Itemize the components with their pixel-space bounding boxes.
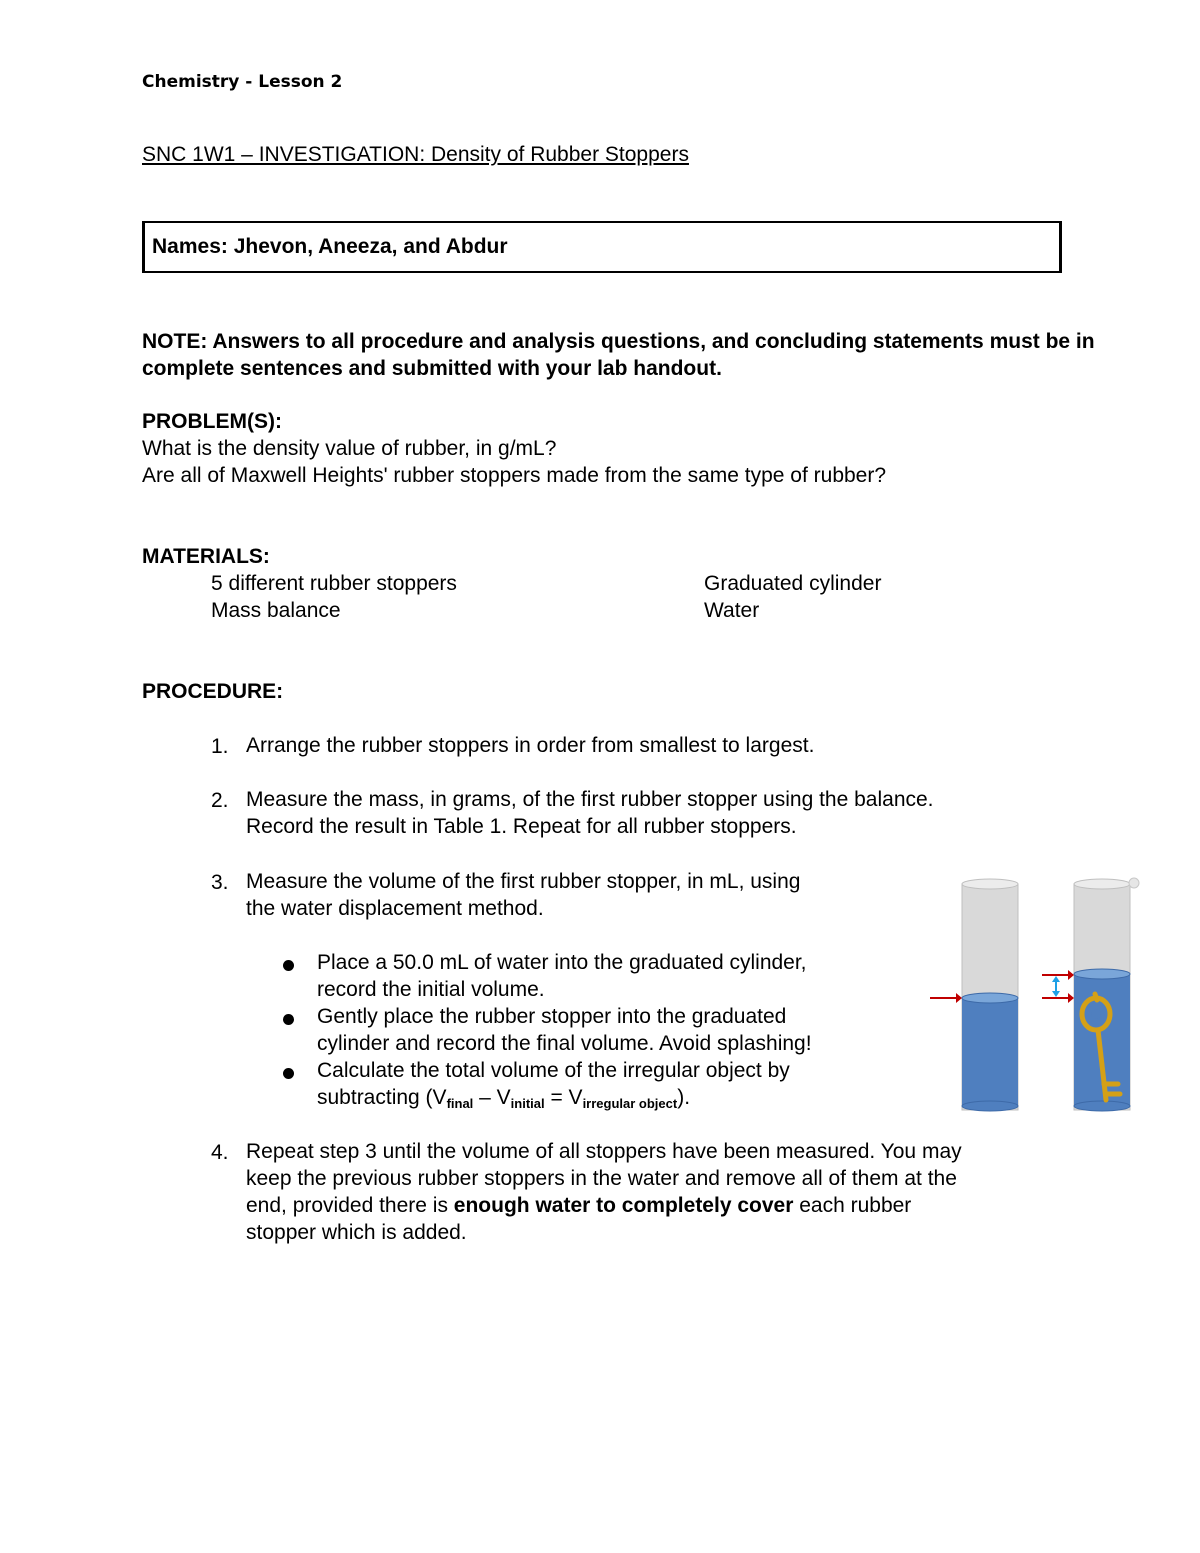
materials-heading: MATERIALS:: [142, 545, 270, 568]
bullet-line: record the initial volume.: [317, 978, 545, 1001]
arrow-icon: [930, 993, 962, 1003]
note-text: NOTE: Answers to all procedure and analysis questions, and concluding statements must be in complete sentences and submitted with your lab handout.: [142, 330, 1095, 380]
step-3-line: Measure the volume of the first rubber stopper, in mL, using: [246, 870, 801, 893]
material-item: Graduated cylinder: [704, 572, 882, 595]
bullet-line: Place a 50.0 mL of water into the graduated cylinder,: [317, 951, 807, 974]
step-number: 2.: [211, 789, 229, 812]
bullet-marker: [283, 1014, 294, 1025]
bullet-marker: [283, 960, 294, 971]
step-4-line: [246, 1192, 911, 1219]
formula-prefix: subtracting (V: [317, 1086, 447, 1109]
lesson-label: Chemistry - Lesson 2: [142, 72, 343, 92]
bullet-line: Calculate the total volume of the irregular object by: [317, 1059, 790, 1082]
material-item: Water: [704, 599, 760, 622]
problem-item: What is the density value of rubber, in g/mL?: [142, 437, 557, 460]
names-text: Names: Jhevon, Aneeza, and Abdur: [152, 235, 508, 258]
names-box: [142, 221, 1062, 273]
step-number: 3.: [211, 871, 229, 894]
formula-sub-initial: initial: [510, 1096, 545, 1111]
procedure-heading: PROCEDURE:: [142, 680, 284, 703]
bullet-line: cylinder and record the final volume. Avoid splashing!: [317, 1032, 812, 1055]
formula-line: [317, 1084, 690, 1117]
step-4-line: stopper which is added.: [246, 1221, 467, 1244]
bullet-marker: [283, 1068, 294, 1079]
problems-heading: PROBLEM(S):: [142, 410, 282, 433]
document-title: SNC 1W1 – INVESTIGATION: Density of Rubber Stoppers: [142, 143, 689, 166]
arrow-icon: [1042, 970, 1074, 1003]
step-1-text: Arrange the rubber stoppers in order from smallest to largest.: [246, 734, 815, 757]
water-displacement-illustration: [920, 872, 1150, 1122]
step-number: 4.: [211, 1141, 229, 1164]
step-2-line: Measure the mass, in grams, of the first rubber stopper using the balance.: [246, 788, 934, 811]
problem-item: Are all of Maxwell Heights' rubber stoppers made from the same type of rubber?: [142, 464, 887, 487]
step-2-line: Record the result in Table 1. Repeat for all rubber stoppers.: [246, 815, 797, 838]
cylinder-final: [1074, 879, 1130, 1111]
step-4-line: Repeat step 3 until the volume of all stoppers have been measured. You may: [246, 1140, 962, 1163]
material-item: 5 different rubber stoppers: [211, 572, 457, 595]
material-item: Mass balance: [211, 599, 341, 622]
step-number: 1.: [211, 735, 229, 758]
image-handle-icon: [1129, 878, 1139, 888]
formula-suffix: ).: [677, 1086, 691, 1109]
bullet-line: Gently place the rubber stopper into the graduated: [317, 1005, 787, 1028]
step-4-emphasis: enough water to completely cover: [453, 1194, 794, 1217]
step-3-line: the water displacement method.: [246, 897, 544, 920]
formula-sub-irregular: irregular object: [582, 1096, 678, 1111]
step-4-text: each rubber: [793, 1194, 912, 1217]
step-4-line: keep the previous rubber stoppers in the water and remove all of them at the: [246, 1167, 957, 1190]
step-4-text: end, provided there is: [246, 1194, 454, 1217]
double-arrow-icon: [1052, 976, 1060, 997]
water-initial: [962, 998, 1018, 1106]
cylinder-initial: [962, 879, 1018, 1111]
formula-sub-final: final: [446, 1096, 474, 1111]
formula-minus: – V: [473, 1086, 511, 1109]
formula-equals: = V: [544, 1086, 583, 1109]
